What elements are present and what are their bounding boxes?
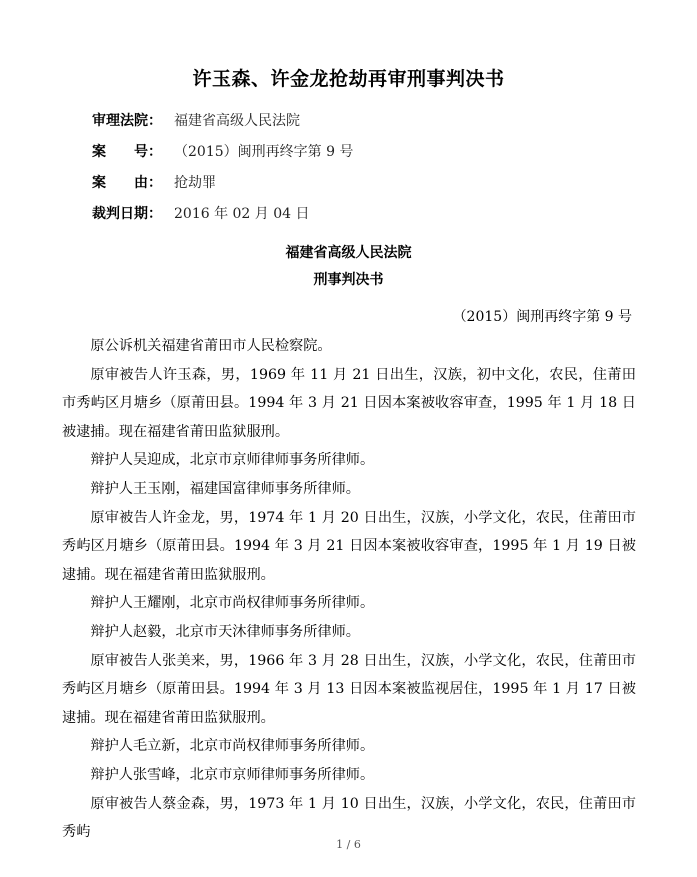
paragraph-defender: 辩护人王玉刚，福建国富律师事务所律师。 — [90, 480, 360, 497]
judgment-date-value: 2016 年 02 月 04 日 — [174, 206, 310, 222]
paragraph-defender: 辩护人王耀刚，北京市尚权律师事务所律师。 — [90, 595, 375, 612]
paragraph-defendant-cai-jinsen: 原审被告人蔡金森，男，1973 年 1 月 10 日出生，汉族，小学文化，农民，住莆田市秀屿 — [62, 795, 636, 841]
case-number-right: （2015）闽刑再终字第 9 号 — [452, 309, 632, 325]
paragraph-defendant-zhang-meilai: 原审被告人张美来，男，1966 年 3 月 28 日出生，汉族，小学文化，农民，住莆田市秀屿区月塘乡（原莆田县。1994 年 3 月 13 日因本案被监视居住，1995 年 1 月 17 日被逮捕。现在福建省莆田监狱服刑。 — [62, 652, 636, 726]
meta-row-case-number — [92, 141, 652, 172]
paragraph-defender: 辩护人毛立新，北京市尚权律师事务所律师。 — [90, 738, 375, 755]
case-metadata — [92, 110, 652, 234]
meta-row-court — [92, 110, 652, 141]
paragraph-prosecutor: 原公诉机关福建省莆田市人民检察院。 — [90, 338, 332, 354]
paragraph-defender: 辩护人张雪峰，北京市京师律师事务所律师。 — [90, 766, 375, 783]
court-label: 审理法院： — [92, 113, 162, 129]
judgment-body — [62, 332, 636, 847]
paragraph-defendant-xu-yusen: 原审被告人许玉森，男，1969 年 11 月 21 日出生，汉族，初中文化，农民，住莆田市秀屿区月塘乡（原莆田县。1994 年 3 月 21 日因本案被收容审查，1995 年 1 月 18 日被逮捕。现在福建省莆田监狱服刑。 — [62, 366, 636, 440]
paragraph-defender: 辩护人赵毅，北京市天沐律师事务所律师。 — [90, 623, 360, 640]
cause-value: 抢劫罪 — [174, 175, 216, 191]
case-number-label: 案 号： — [92, 144, 162, 160]
meta-row-date — [92, 203, 652, 234]
doc-type-heading: 刑事判决书 — [313, 272, 384, 288]
judgment-date-label: 裁判日期： — [92, 206, 162, 222]
case-number-value: （2015）闽刑再终字第 9 号 — [174, 144, 354, 160]
document-title: 许玉森、许金龙抢劫再审刑事判决书 — [192, 68, 505, 90]
page-indicator: 1 / 6 — [336, 838, 361, 851]
paragraph-defendant-xu-jinlong: 原审被告人许金龙，男，1974 年 1 月 20 日出生，汉族，小学文化，农民，住莆田市秀屿区月塘乡（原莆田县。1994 年 3 月 21 日因本案被收容审查，1995 年 1 月 19 日被逮捕。现在福建省莆田监狱服刑。 — [62, 509, 636, 583]
paragraph-defender: 辩护人吴迎成，北京市京师律师事务所律师。 — [90, 452, 375, 469]
court-name-heading: 福建省高级人民法院 — [285, 245, 412, 261]
meta-row-cause — [92, 172, 652, 203]
cause-label: 案 由： — [92, 175, 162, 191]
court-value: 福建省高级人民法院 — [174, 113, 300, 129]
